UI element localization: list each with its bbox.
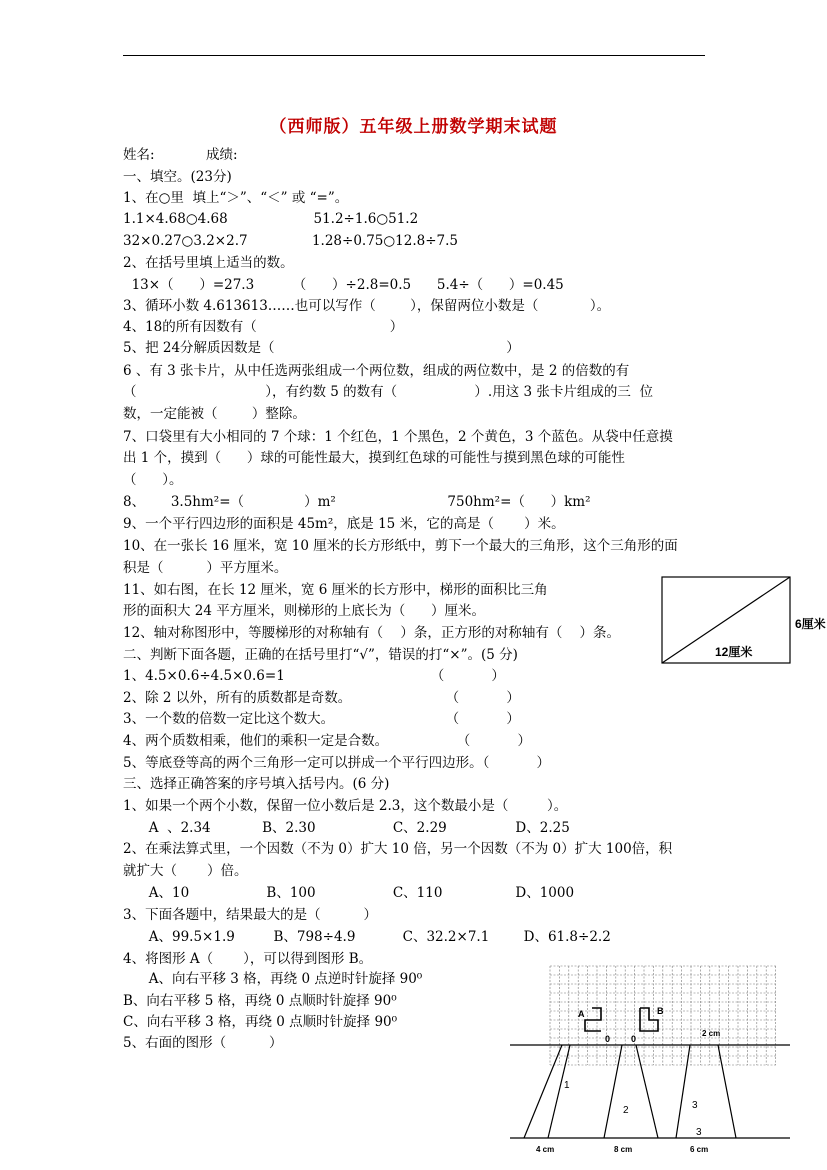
exam-line: B、向右平移 5 格，再绕 0 点顺时针旋择 90⁰ (123, 993, 397, 1009)
exam-line: 5、把 24分解质因数是（ ） (123, 340, 520, 356)
exam-line: 出 1 个，摸到（ ）球的可能性最大，摸到红色球的可能性与摸到黑色球的可能性 (123, 450, 625, 466)
exam-line: 形的面积大 24 平方厘米，则梯形的上底长为（ ）厘米。 (123, 603, 486, 619)
exam-line: 2、除 2 以外，所有的质数都是奇数。 （ ） (123, 690, 520, 706)
label-a: A (578, 1009, 585, 1019)
slant-line-2 (548, 1045, 570, 1138)
exam-line: 4、18的所有因数有（ ） (123, 319, 404, 335)
exam-line: 4、将图形 A（ ），可以得到图形 B。 (123, 951, 373, 967)
exam-line: 6 、有 3 张卡片，从中任选两张组成一个两位数，组成的两位数中，是 2 的倍数的有 (123, 363, 630, 379)
region-1: 1 (564, 1080, 570, 1091)
slant-line-3 (604, 1045, 622, 1138)
exam-line: 3、下面各题中，结果最大的是（ ） (123, 907, 378, 923)
exam-line: 32×0.27○3.2×2.7 1.28÷0.75○12.8÷7.5 (123, 233, 458, 249)
exam-line: 3、一个数的倍数一定比这个数大。 （ ） (123, 711, 520, 727)
rectangle-figure (661, 576, 827, 668)
figure1-side-label: 6厘米 (795, 617, 826, 631)
exam-line: 2、在乘法算式里，一个因数（不为 0）扩大 10 倍，另一个因数（不为 0）扩大 100倍，积 (123, 841, 673, 857)
slant-line-4 (636, 1045, 658, 1138)
exam-line: 数，一定能被（ ）整除。 (123, 406, 306, 422)
exam-line: 二、判断下面各题，正确的在括号里打“√”，错误的打“×”。(5 分) (123, 647, 518, 663)
exam-line: 5、右面的图形（ ） (123, 1035, 283, 1051)
exam-line: A、向右平移 3 格，再绕 0 点逆时针旋择 90⁰ (123, 971, 423, 987)
page-title: （西师版）五年级上册数学期末试题 (269, 117, 558, 137)
bottom-label-3: 6 cm (690, 1145, 709, 1154)
label-o-left: 0 (605, 1034, 611, 1044)
exam-line: 3、循环小数 4.613613……也可以写作（ ），保留两位小数是（ ）。 (123, 298, 611, 314)
region-3b: 3 (696, 1127, 702, 1138)
exam-line: 13×（ ）=27.3 （ ）÷2.8=0.5 5.4÷（ ）=0.45 (123, 277, 564, 293)
exam-line: 积是（ ）平方厘米。 (123, 560, 288, 576)
header-rule (123, 55, 705, 56)
exam-line: （ ），有约数 5 的数有（ ）.用这 3 张卡片组成的三 位 (123, 384, 653, 400)
region-3: 3 (692, 1100, 698, 1111)
grid-figure (510, 962, 790, 1167)
exam-line: 1、如果一个两个小数，保留一位小数后是 2.3，这个数最小是（ ）。 (123, 798, 568, 814)
exam-line: 1、在○里 填上“＞”、“＜” 或 “=”。 (123, 190, 349, 206)
exam-line: 就扩大（ ）倍。 (123, 863, 248, 879)
exam-line: C、向右平移 3 格，再绕 0 点顺时针旋择 90⁰ (123, 1014, 398, 1030)
exam-line: A、99.5×1.9 B、798÷4.9 C、32.2×7.1 D、61.8÷2.2 (123, 929, 611, 945)
bottom-label-2: 8 cm (614, 1145, 633, 1154)
slant-line-5 (676, 1045, 690, 1138)
exam-line: 11、如右图，在长 12 厘米，宽 6 厘米的长方形中，梯形的面积比三角 (123, 582, 548, 598)
exam-line: 5、等底登等高的两个三角形一定可以拼成一个平行四边形。（ ） (123, 755, 551, 771)
shape-b (640, 1008, 658, 1031)
exam-line: 姓名: 成绩: (123, 147, 238, 163)
slant-line-6 (718, 1045, 736, 1138)
exam-line: 10、在一张长 16 厘米，宽 10 厘米的长方形纸中，剪下一个最大的三角形，这个三角形的面 (123, 538, 678, 554)
region-2: 2 (623, 1105, 629, 1116)
exam-line: 2、在括号里填上适当的数。 (123, 255, 294, 271)
exam-line: 1、4.5×0.6÷4.5×0.6=1 （ ） (123, 668, 505, 684)
bottom-label-1: 4 cm (536, 1145, 555, 1154)
label-b: B (657, 1006, 664, 1016)
label-o-right: 0 (631, 1034, 637, 1044)
exam-line: 一、填空。(23分) (123, 169, 232, 185)
exam-line: A、10 B、100 C、110 D、1000 (123, 885, 575, 901)
exam-line: 1.1×4.68○4.68 51.2÷1.6○51.2 (123, 211, 419, 227)
figure1-bottom-label: 12厘米 (715, 645, 753, 659)
exam-line: 7、口袋里有大小相同的 7 个球：1 个红色，1 个黑色，2 个黄色，3 个蓝色。从袋中任意摸 (123, 429, 673, 445)
exam-line: 9、一个平行四边形的面积是 45m²，底是 15 米，它的高是（ ）米。 (123, 516, 565, 532)
shape-a (585, 1008, 601, 1031)
exam-line: A 、2.34 B、2.30 C、2.29 D、2.25 (123, 820, 570, 836)
slant-line-1 (524, 1045, 562, 1138)
exam-line: 12、轴对称图形中，等腰梯形的对称轴有（ ）条，正方形的对称轴有（ ）条。 (123, 625, 621, 641)
exam-line: （ ）。 (123, 472, 183, 488)
exam-line: 8、 3.5hm²=（ ）m² 750hm²=（ ）km² (123, 494, 591, 510)
scale-label: 2 cm (702, 1029, 721, 1038)
exam-line: 4、两个质数相乘，他们的乘积一定是合数。 （ ） (123, 733, 531, 749)
exam-line: 三、选择正确答案的序号填入括号内。(6 分) (123, 776, 390, 792)
